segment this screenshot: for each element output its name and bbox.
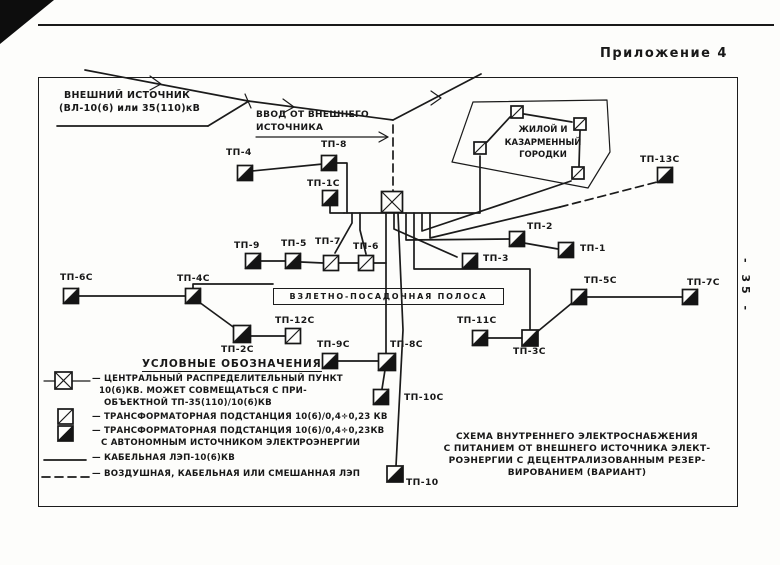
legend-item-tp-autonomous: — ТРАНСФОРМАТОРНАЯ ПОДСТАНЦИЯ 10(6)/0,4÷0,23КВ (92, 426, 385, 436)
external-source-label: (ВЛ-10(6) или 35(110)кВ (59, 103, 201, 114)
node-label: ТП-12С (275, 315, 315, 326)
node-label: ТП-3 (483, 253, 509, 264)
node-label: ТП-1С (307, 178, 340, 189)
external-source-label: ВНЕШНИЙ ИСТОЧНИК (64, 90, 191, 101)
camp-name: ЖИЛОЙ И КАЗАРМЕННЫЙ ГОРОДКИ (504, 125, 582, 160)
tp-symbol (58, 409, 73, 424)
node-label: ТП-1 (580, 243, 606, 254)
node-label: ТП-13С (640, 154, 680, 165)
tp-autonomous-symbol (58, 426, 73, 441)
node-label: ТП-2С (221, 344, 254, 355)
legend-item-tp: — ТРАНСФОРМАТОРНАЯ ПОДСТАНЦИЯ 10(6)/0,4÷0,23 КВ (92, 412, 388, 422)
node-label: ТП-4С (177, 273, 210, 284)
legend-title: УСЛОВНЫЕ ОБОЗНАЧЕНИЯ (142, 358, 322, 370)
node-label: ТП-4 (226, 147, 252, 158)
node-label: ТП-8С (390, 339, 423, 350)
legend-item-crp: ОБЪЕКТНОЙ ТП-35(110)/10(6)КВ (104, 398, 272, 408)
intake-label: ИСТОЧНИКА (256, 123, 324, 133)
node-label: ТП-9 (234, 240, 260, 251)
legend-item-crp: — ЦЕНТРАЛЬНЫЙ РАСПРЕДЕЛИТЕЛЬНЫЙ ПУНКТ (92, 374, 343, 384)
legend-item-overhead: — ВОЗДУШНАЯ, КАБЕЛЬНАЯ ИЛИ СМЕШАННАЯ ЛЭП (92, 469, 361, 479)
scheme-caption: СХЕМА ВНУТРЕННЕГО ЭЛЕКТРОСНАБЖЕНИЯ С ПИТАНИЕМ ОТ ВНЕШНЕГО ИСТОЧНИКА ЭЛЕКТ- РОЭНЕРГИИ С ДЕЦЕНТРАЛИЗОВАННЫМ РЕЗЕР- ВИРОВАНИЕМ (ВАРИАНТ) (443, 432, 711, 478)
node-label: ТП-11С (457, 315, 497, 326)
runway-label: ВЗЛЕТНО-ПОСАДОЧНАЯ ПОЛОСА (289, 292, 488, 301)
node-label: ТП-2 (527, 221, 553, 232)
page-number: - 35 - (739, 258, 752, 315)
node-label: ТП-7С (687, 277, 720, 288)
appendix-label: Приложение 4 (600, 46, 728, 61)
legend-item-crp: 10(6)КВ. МОЖЕТ СОВМЕЩАТЬСЯ С ПРИ- (99, 386, 307, 396)
node-label: ТП-6 (353, 241, 379, 252)
node-label: ТП-6С (60, 272, 93, 283)
legend-item-cable: — КАБЕЛЬНАЯ ЛЭП-10(6)КВ (92, 453, 235, 463)
node-label: ТП-5 (281, 238, 307, 249)
node-label: ТП-9С (317, 339, 350, 350)
node-label: ТП-7 (315, 236, 341, 247)
node-label: ТП-8 (321, 139, 347, 150)
node-label: ТП-10С (404, 392, 444, 403)
node-label: ТП-10 (406, 477, 439, 488)
crp-symbol (44, 372, 90, 389)
node-label: ТП-5С (584, 275, 617, 286)
legend-item-tp-autonomous: С АВТОНОМНЫМ ИСТОЧНИКОМ ЭЛЕКТРОЭНЕРГИИ (101, 438, 361, 448)
node-label: ТП-3С (513, 346, 546, 357)
intake-label: ВВОД ОТ ВНЕШНЕГО (256, 110, 369, 120)
